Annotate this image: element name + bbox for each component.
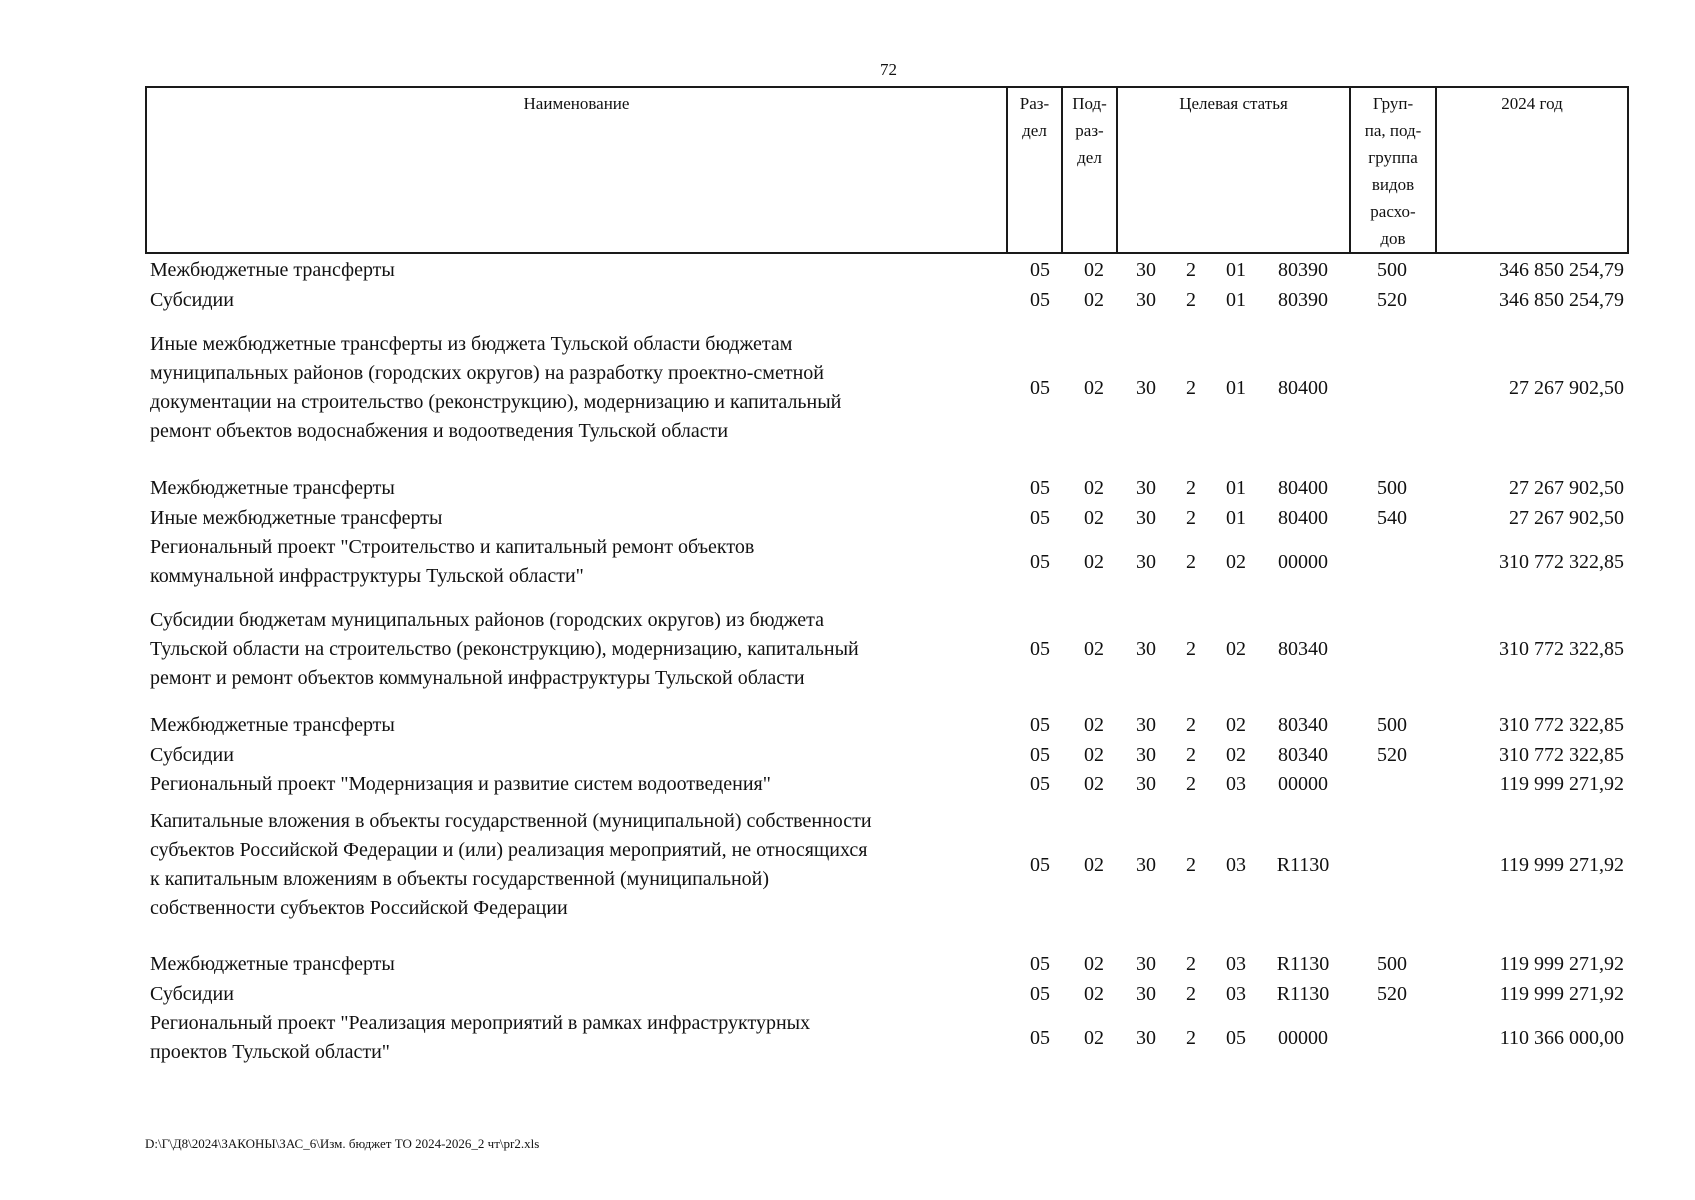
cell-t4: 00000 [1278, 1026, 1328, 1049]
row-name [150, 286, 1005, 315]
row-name [150, 741, 1005, 770]
cell-razdel: 05 [1030, 550, 1050, 573]
cell-razdel: 05 [1030, 477, 1050, 499]
cell-amount: 119 999 271,92 [1499, 983, 1624, 1005]
row-name [150, 711, 1005, 740]
cell-group: 540 [1377, 507, 1407, 529]
header-year: 2024 год [1501, 94, 1563, 113]
cell-t1: 30 [1136, 376, 1156, 399]
cell-t1: 30 [1136, 507, 1156, 529]
row-name-line: Региональный проект "Строительство и капитальный ремонт объектов [150, 536, 755, 558]
cell-t1: 30 [1136, 714, 1156, 736]
cell-podrazdel: 02 [1084, 507, 1104, 529]
row-name [150, 950, 1005, 979]
row-name-line: к капитальным вложениям в объекты государственной (муниципальной) [150, 868, 770, 890]
row-name-line: Межбюджетные трансферты [150, 714, 395, 736]
cell-t2: 2 [1186, 853, 1196, 876]
cell-t1: 30 [1136, 744, 1156, 766]
cell-podrazdel: 02 [1084, 983, 1104, 1005]
cell-t1: 30 [1136, 259, 1156, 281]
cell-t3: 03 [1226, 853, 1246, 876]
cell-amount: 346 850 254,79 [1499, 259, 1624, 281]
cell-t1: 30 [1136, 550, 1156, 573]
cell-t1: 30 [1136, 477, 1156, 499]
cell-t2: 2 [1186, 477, 1196, 499]
cell-t3: 02 [1226, 638, 1246, 660]
cell-group: 500 [1377, 259, 1407, 281]
page-number: 72 [880, 60, 897, 79]
row-name-line: Тульской области на строительство (реконструкцию), модернизацию, капитальный [150, 638, 859, 660]
cell-t1: 30 [1136, 983, 1156, 1005]
row-name-line: Иные межбюджетные трансферты из бюджета Тульской области бюджетам [150, 333, 793, 355]
cell-t3: 03 [1226, 953, 1246, 975]
cell-podrazdel: 02 [1084, 853, 1104, 876]
row-name-line: Межбюджетные трансферты [150, 953, 395, 975]
cell-amount: 346 850 254,79 [1499, 289, 1624, 311]
cell-podrazdel: 02 [1084, 638, 1104, 660]
cell-podrazdel: 02 [1084, 744, 1104, 766]
cell-t3: 01 [1226, 507, 1246, 529]
cell-razdel: 05 [1030, 376, 1050, 399]
cell-t2: 2 [1186, 1026, 1196, 1049]
cell-amount: 310 772 322,85 [1499, 638, 1624, 660]
cell-group: 500 [1377, 477, 1407, 499]
header-subsection: Под- раз- дел [1063, 88, 1118, 252]
cell-t3: 02 [1226, 744, 1246, 766]
cell-podrazdel: 02 [1084, 477, 1104, 499]
cell-t2: 2 [1186, 714, 1196, 736]
cell-razdel: 05 [1030, 773, 1050, 795]
cell-razdel: 05 [1030, 289, 1050, 311]
row-name-line: проектов Тульской области" [150, 1041, 390, 1063]
cell-amount: 310 772 322,85 [1499, 714, 1624, 736]
cell-t3: 01 [1226, 289, 1246, 311]
row-name [150, 606, 1005, 693]
cell-t1: 30 [1136, 953, 1156, 975]
cell-t1: 30 [1136, 289, 1156, 311]
cell-amount: 119 999 271,92 [1499, 953, 1624, 975]
cell-t1: 30 [1136, 638, 1156, 660]
cell-t4: R1130 [1276, 953, 1330, 975]
cell-podrazdel: 02 [1084, 550, 1104, 573]
cell-razdel: 05 [1030, 259, 1050, 281]
row-name [150, 504, 1005, 533]
row-name-line: Региональный проект "Реализация мероприятий в рамках инфраструктурных [150, 1012, 811, 1034]
cell-podrazdel: 02 [1084, 773, 1104, 795]
cell-t2: 2 [1186, 289, 1196, 311]
cell-amount: 310 772 322,85 [1499, 550, 1624, 573]
cell-podrazdel: 02 [1084, 259, 1104, 281]
cell-t3: 03 [1226, 983, 1246, 1005]
cell-t2: 2 [1186, 953, 1196, 975]
cell-podrazdel: 02 [1084, 953, 1104, 975]
cell-t3: 01 [1226, 477, 1246, 499]
cell-group: 500 [1377, 953, 1407, 975]
row-name-line: Субсидии [150, 744, 234, 766]
cell-podrazdel: 02 [1084, 376, 1104, 399]
row-name [150, 533, 1005, 591]
row-name-line: Иные межбюджетные трансферты [150, 507, 443, 529]
header-target: Целевая статья [1118, 88, 1351, 252]
table-header [145, 86, 1629, 254]
cell-amount: 110 366 000,00 [1499, 1026, 1624, 1049]
row-name-line: Региональный проект "Модернизация и развитие систем водоотведения" [150, 773, 771, 795]
row-name-line: Межбюджетные трансферты [150, 259, 395, 281]
cell-razdel: 05 [1030, 983, 1050, 1005]
cell-t1: 30 [1136, 853, 1156, 876]
cell-t1: 30 [1136, 773, 1156, 795]
cell-group: 520 [1377, 983, 1407, 1005]
cell-group: 500 [1377, 714, 1407, 736]
cell-t2: 2 [1186, 638, 1196, 660]
cell-t3: 01 [1226, 376, 1246, 399]
cell-podrazdel: 02 [1084, 714, 1104, 736]
cell-t2: 2 [1186, 983, 1196, 1005]
cell-t4: 80340 [1278, 638, 1328, 660]
cell-t2: 2 [1186, 550, 1196, 573]
cell-t4: 80400 [1278, 376, 1328, 399]
row-name [150, 1009, 1005, 1067]
cell-t4: 80340 [1278, 744, 1328, 766]
row-name-line: собственности субъектов Российской Федерации [150, 897, 568, 919]
cell-group: 520 [1377, 744, 1407, 766]
row-name-line: Субсидии [150, 983, 234, 1005]
cell-t3: 01 [1226, 259, 1246, 281]
cell-razdel: 05 [1030, 853, 1050, 876]
row-name-line: Субсидии [150, 289, 234, 311]
cell-amount: 119 999 271,92 [1499, 773, 1624, 795]
row-name [150, 807, 1005, 923]
cell-podrazdel: 02 [1084, 289, 1104, 311]
row-name-line: коммунальной инфраструктуры Тульской области" [150, 565, 584, 587]
cell-t4: 00000 [1278, 550, 1328, 573]
cell-razdel: 05 [1030, 638, 1050, 660]
cell-podrazdel: 02 [1084, 1026, 1104, 1049]
cell-t2: 2 [1186, 259, 1196, 281]
cell-razdel: 05 [1030, 744, 1050, 766]
cell-amount: 310 772 322,85 [1499, 744, 1624, 766]
cell-t4: 80400 [1278, 507, 1328, 529]
cell-t4: 80390 [1278, 259, 1328, 281]
cell-group: 520 [1377, 289, 1407, 311]
cell-t4: 80340 [1278, 714, 1328, 736]
cell-t2: 2 [1186, 376, 1196, 399]
cell-amount: 27 267 902,50 [1509, 477, 1624, 499]
cell-razdel: 05 [1030, 714, 1050, 736]
cell-razdel: 05 [1030, 953, 1050, 975]
cell-t2: 2 [1186, 773, 1196, 795]
row-name-line: муниципальных районов (городских округов) на разработку проектно-сметной [150, 362, 824, 384]
cell-razdel: 05 [1030, 1026, 1050, 1049]
cell-t3: 05 [1226, 1026, 1246, 1049]
row-name [150, 330, 1005, 446]
row-name [150, 980, 1005, 1009]
cell-t1: 30 [1136, 1026, 1156, 1049]
cell-t3: 02 [1226, 550, 1246, 573]
row-name-line: Субсидии бюджетам муниципальных районов (городских округов) из бюджета [150, 609, 825, 631]
cell-t3: 03 [1226, 773, 1246, 795]
file-path-footer: D:\Г\Д8\2024\ЗАКОНЫ\ЗАС_6\Изм. бюджет ТО 2024-2026_2 чт\pr2.xls [145, 1136, 540, 1151]
cell-amount: 27 267 902,50 [1509, 376, 1624, 399]
row-name-line: документации на строительство (реконструкцию), модернизацию и капитальный [150, 391, 842, 413]
cell-amount: 27 267 902,50 [1509, 507, 1624, 529]
header-group: Груп- па, под- группа видов расхо- дов [1351, 88, 1437, 252]
row-name-line: ремонт и ремонт объектов коммунальной инфраструктуры Тульской области [150, 667, 805, 689]
cell-t4: 80400 [1278, 477, 1328, 499]
row-name-line: субъектов Российской Федерации и (или) реализация мероприятий, не относящихся [150, 839, 868, 861]
row-name-line: ремонт объектов водоснабжения и водоотведения Тульской области [150, 420, 729, 442]
cell-t4: R1130 [1276, 983, 1330, 1005]
header-section: Раз- дел [1008, 88, 1063, 252]
row-name [150, 474, 1005, 503]
cell-razdel: 05 [1030, 507, 1050, 529]
cell-t3: 02 [1226, 714, 1246, 736]
cell-t2: 2 [1186, 507, 1196, 529]
cell-t4: 00000 [1278, 773, 1328, 795]
row-name [150, 770, 1005, 799]
row-name-line: Капитальные вложения в объекты государственной (муниципальной) собственности [150, 810, 872, 832]
header-name: Наименование [147, 88, 1008, 252]
cell-t2: 2 [1186, 744, 1196, 766]
cell-t4: 80390 [1278, 289, 1328, 311]
cell-amount: 119 999 271,92 [1499, 853, 1624, 876]
cell-t4: R1130 [1276, 853, 1330, 876]
row-name [150, 256, 1005, 285]
row-name-line: Межбюджетные трансферты [150, 477, 395, 499]
